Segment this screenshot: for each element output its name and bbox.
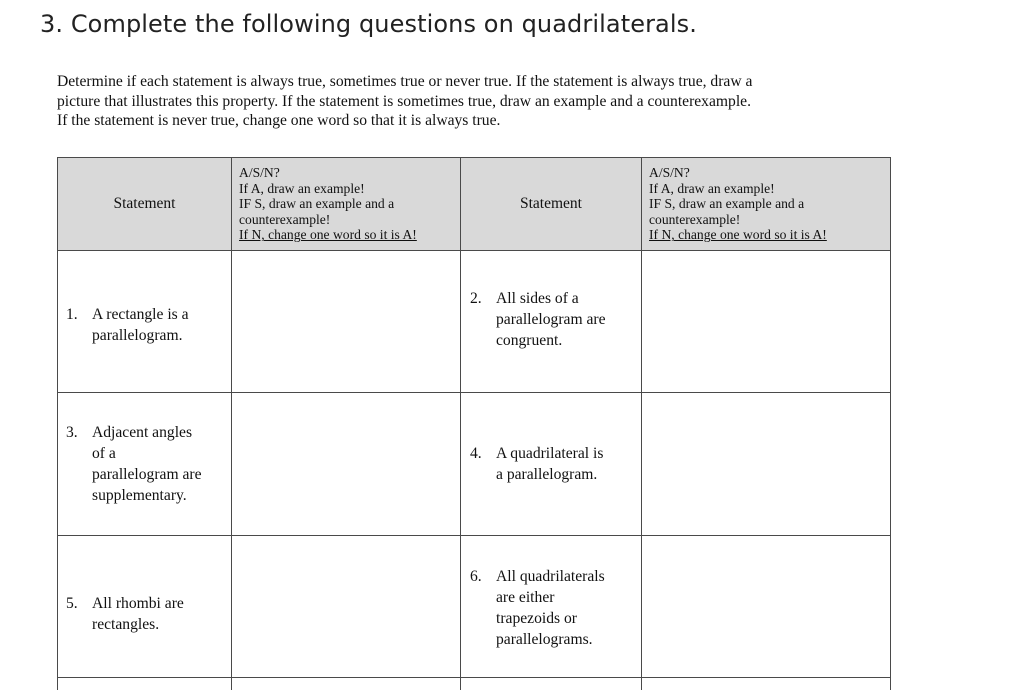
statement-line: a parallelogram. (496, 466, 598, 483)
answer-cell[interactable] (642, 536, 891, 678)
asn-header-line: If N, change one word so it is A! (649, 227, 827, 243)
table-row (58, 393, 891, 536)
statement-line: All sides of a (496, 290, 579, 307)
asn-header-line: IF S, draw an example and a (649, 196, 805, 212)
table-row-partial (58, 678, 891, 691)
statement-cell (58, 393, 232, 536)
statement-line: rectangles. (92, 615, 160, 633)
table-row (58, 536, 891, 678)
statement-line: A rectangle is a (92, 305, 189, 323)
statement-line: parallelogram are (496, 311, 606, 328)
statement-number: 1. (66, 305, 78, 323)
statement-cell (461, 536, 642, 678)
answer-cell[interactable] (232, 251, 461, 393)
asn-header-line: A/S/N? (239, 165, 280, 181)
statement-line: All rhombi are (92, 594, 184, 612)
statement-cell (58, 678, 232, 691)
asn-header-line: IF S, draw an example and a (239, 196, 395, 212)
instruction-line: If the statement is never true, change one word so that it is always true. (57, 112, 501, 129)
table-header-row (58, 158, 891, 251)
answer-cell[interactable] (232, 678, 461, 691)
statement-line: All quadrilaterals (496, 567, 605, 585)
statement-line: trapezoids or (496, 609, 577, 627)
answer-cell[interactable] (232, 393, 461, 536)
statement-cell (58, 536, 232, 678)
statement-header: Statement (58, 158, 232, 251)
answer-cell[interactable] (642, 393, 891, 536)
answer-cell[interactable] (642, 251, 891, 393)
statement-line: Adjacent angles (92, 424, 193, 441)
asn-header-line: If A, draw an example! (649, 180, 775, 196)
statement-line: A quadrilateral is (496, 445, 604, 462)
asn-header-line: If N, change one word so it is A! (239, 227, 417, 243)
statement-line: are either (496, 588, 555, 606)
statement-number: 4. (470, 445, 482, 462)
statement-header: Statement (461, 158, 642, 251)
statement-cell (461, 678, 642, 691)
statement-line: supplementary. (92, 487, 187, 504)
asn-header (642, 158, 891, 251)
asn-header-line: A/S/N? (649, 165, 690, 181)
answer-cell[interactable] (232, 536, 461, 678)
asn-header (232, 158, 461, 251)
statement-cell (461, 393, 642, 536)
statement-line: parallelogram. (92, 326, 183, 344)
asn-header-line: counterexample! (649, 211, 741, 227)
statement-line: of a (92, 445, 116, 462)
statement-number: 3. (66, 424, 78, 441)
statement-line: parallelogram are (92, 466, 202, 483)
statement-number: 5. (66, 594, 78, 612)
statement-cell (58, 251, 232, 393)
table-row (58, 251, 891, 393)
statement-line: parallelograms. (496, 630, 593, 648)
quadrilateral-table (57, 157, 891, 690)
instructions (57, 72, 897, 131)
statement-line: congruent. (496, 332, 563, 349)
instruction-line: Determine if each statement is always true, sometimes true or never true. If the statement is always true, draw a (57, 73, 753, 90)
statement-cell (461, 251, 642, 393)
page-title: 3. Complete the following questions on quadrilaterals. (40, 10, 697, 38)
instruction-line: picture that illustrates this property. If the statement is sometimes true, draw an example and a counterexample. (57, 92, 751, 110)
asn-header-line: counterexample! (239, 211, 331, 227)
statement-number: 6. (470, 567, 482, 585)
answer-cell[interactable] (642, 678, 891, 691)
asn-header-line: If A, draw an example! (239, 180, 365, 196)
statement-number: 2. (470, 290, 482, 307)
